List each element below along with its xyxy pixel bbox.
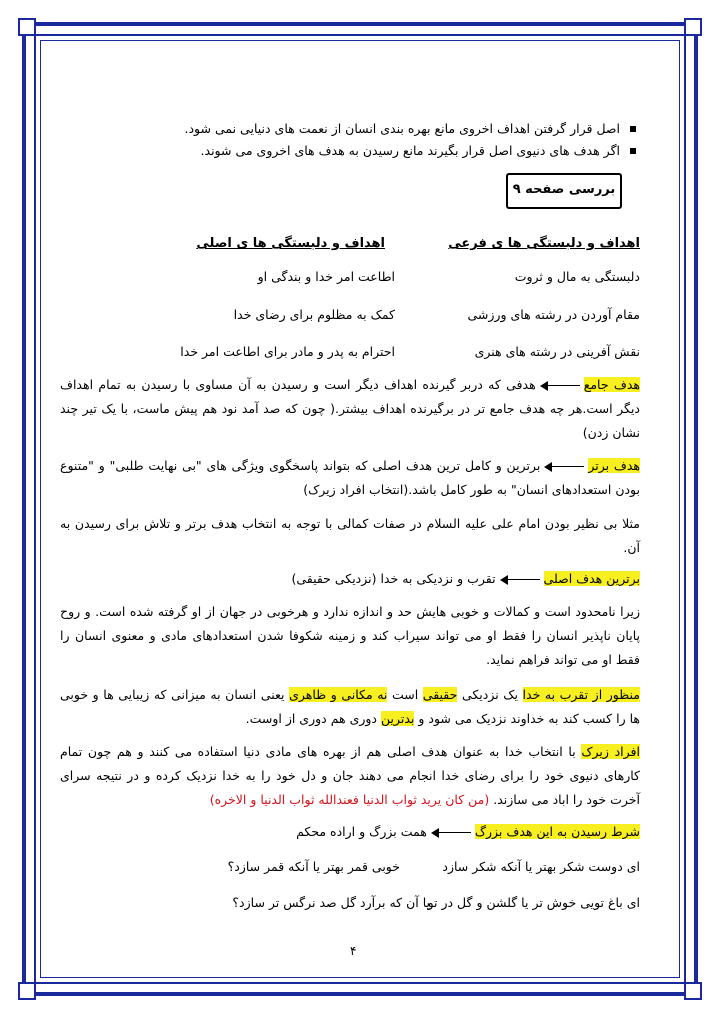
arrow-icon	[540, 381, 580, 391]
paragraph-best-goal	[60, 567, 640, 591]
paragraph-superior-goal	[60, 454, 640, 502]
poem-line-second-half: خوبی قمر بهتر یا آنکه قمر سازد؟	[227, 859, 400, 874]
table-cell-sub: دلبستگی به مال و ثروت	[514, 269, 640, 284]
paragraph-wise-people	[60, 740, 640, 812]
paragraph-condition	[60, 820, 640, 844]
term-highlight: نه مکانی و ظاهری	[289, 687, 388, 702]
paragraph-text: یک نزدیکی	[457, 687, 523, 702]
paragraph-text: همت بزرگ و اراده محکم	[296, 824, 427, 839]
paragraph-text: یعنی انسان به میزانی که زیبایی ها و خوبی ها را کسب کند به خداوند نزدیک می شود و	[60, 687, 640, 726]
poem-line-first-half: ای باغ تویی خوش تر یا گلشن و گل در تو	[427, 895, 640, 910]
column-heading-main: اهداف و دلبستگی ها ی اصلی	[196, 236, 385, 251]
paragraph-example: مثلا بی نظیر بودن امام علی علیه السلام در صفات کمالی با توجه به انتخاب هدف برتر و تلاش برای رسیدن به آن.	[60, 516, 640, 555]
paragraph-text: تقرب و نزدیکی به خدا (نزدیکی حقیقی)	[291, 571, 496, 586]
corner-ornament	[684, 982, 702, 1000]
table-cell-main: کمک به مظلوم برای رضای خدا	[233, 307, 395, 322]
table-cell-sub: نقش آفرینی در رشته های هنری	[474, 344, 640, 359]
paragraph-text: برترین و کامل ترین هدف اصلی که بتواند پاسخگوی ویژگی های "بی نهایت طلبی" و "متنوع بودن استعدادهای انسان" به طور کامل باشد.(انتخاب افراد زیرک)	[60, 458, 640, 497]
table-cell-main: احترام به پدر و مادر برای اطاعت امر خدا	[180, 344, 395, 359]
paragraph-text: با انتخاب خدا به عنوان هدف اصلی هم از بهره های مادی دنیا استفاده می کنند و هم چون تمام کارهای دنیوی خود را برای رضای خدا انجام می دهند جان و دل خود را به خدا نزدیک کرده و در نتیجه سرای آخرت خود را اباد می سازند.	[60, 744, 640, 807]
column-heading-sub: اهداف و دلبستگی ها ی فرعی	[448, 236, 640, 251]
section-title: بررسی صفحه ۹	[506, 173, 622, 209]
term-highlight: افراد زیرک	[581, 744, 640, 759]
poem-line-second-half: یا آن که برآرد گل صد نرگس تر سازد؟	[232, 895, 430, 910]
poem-line-first-half: ای دوست شکر بهتر یا آنکه شکر سازد	[442, 859, 640, 874]
arrow-icon	[431, 828, 471, 838]
table-cell-sub: مقام آوردن در رشته های ورزشی	[467, 307, 640, 322]
arrow-icon	[500, 575, 540, 585]
term-highlight: حقیقی	[422, 687, 458, 702]
corner-ornament	[18, 18, 36, 36]
bullet-item: اگر هدف های دنیوی اصل قرار بگیرند مانع رسیدن به هدف های اخروی می شوند.	[120, 140, 640, 162]
term-highlight: هدف جامع	[583, 377, 640, 392]
term-highlight: منظور از تقرب به خدا	[522, 687, 640, 702]
paragraph-reason: زیرا نامحدود است و کمالات و خوبی هایش حد و اندازه ندارد و هرخوبی در جهان از او گرفته شده است. و روح پایان ناپذیر انسان را فقط او می تواند سیراب کند و زمینه شکوفا شدن استعدادهای مادی و معنوی انسان را فقط او می تواند فراهم نماید.	[60, 604, 640, 667]
corner-ornament	[18, 982, 36, 1000]
bullet-item: اصل قرار گرفتن اهداف اخروی مانع بهره بندی انسان از نعمت های دنیایی نمی شود.	[120, 118, 640, 140]
paragraph-text: دوری هم دوری از اوست.	[245, 711, 381, 726]
page-number: ۴	[350, 944, 357, 958]
term-highlight: هدف برتر	[588, 458, 640, 473]
term-highlight: شرط رسیدن به این هدف بزرگ	[474, 824, 640, 839]
bullet-list	[120, 118, 640, 162]
paragraph-text: است	[387, 687, 423, 702]
paragraph-text: هدفی که دربر گیرنده اهداف دیگر است و رسیدن به آن مساوی با رسیدن به تمام اهداف دیگر است.هر چه هدف جامع تر در برگیرنده اهداف بیشتر.( چون که صد آمد نود هم پیش ماست، با یک تیر چند نشان زدن)	[60, 377, 640, 440]
corner-ornament	[684, 18, 702, 36]
table-cell-main: اطاعت امر خدا و بندگی او	[257, 269, 395, 284]
paragraph-comprehensive-goal	[60, 373, 640, 445]
paragraph-closeness	[60, 683, 640, 731]
term-highlight: برترین هدف اصلی	[543, 571, 640, 586]
arrow-icon	[544, 462, 584, 472]
term-highlight: بدترین	[380, 711, 415, 726]
quote-text: (من کان یرید ثواب الدنیا فعندالله ثواب الدنیا و الاخره)	[209, 792, 490, 807]
